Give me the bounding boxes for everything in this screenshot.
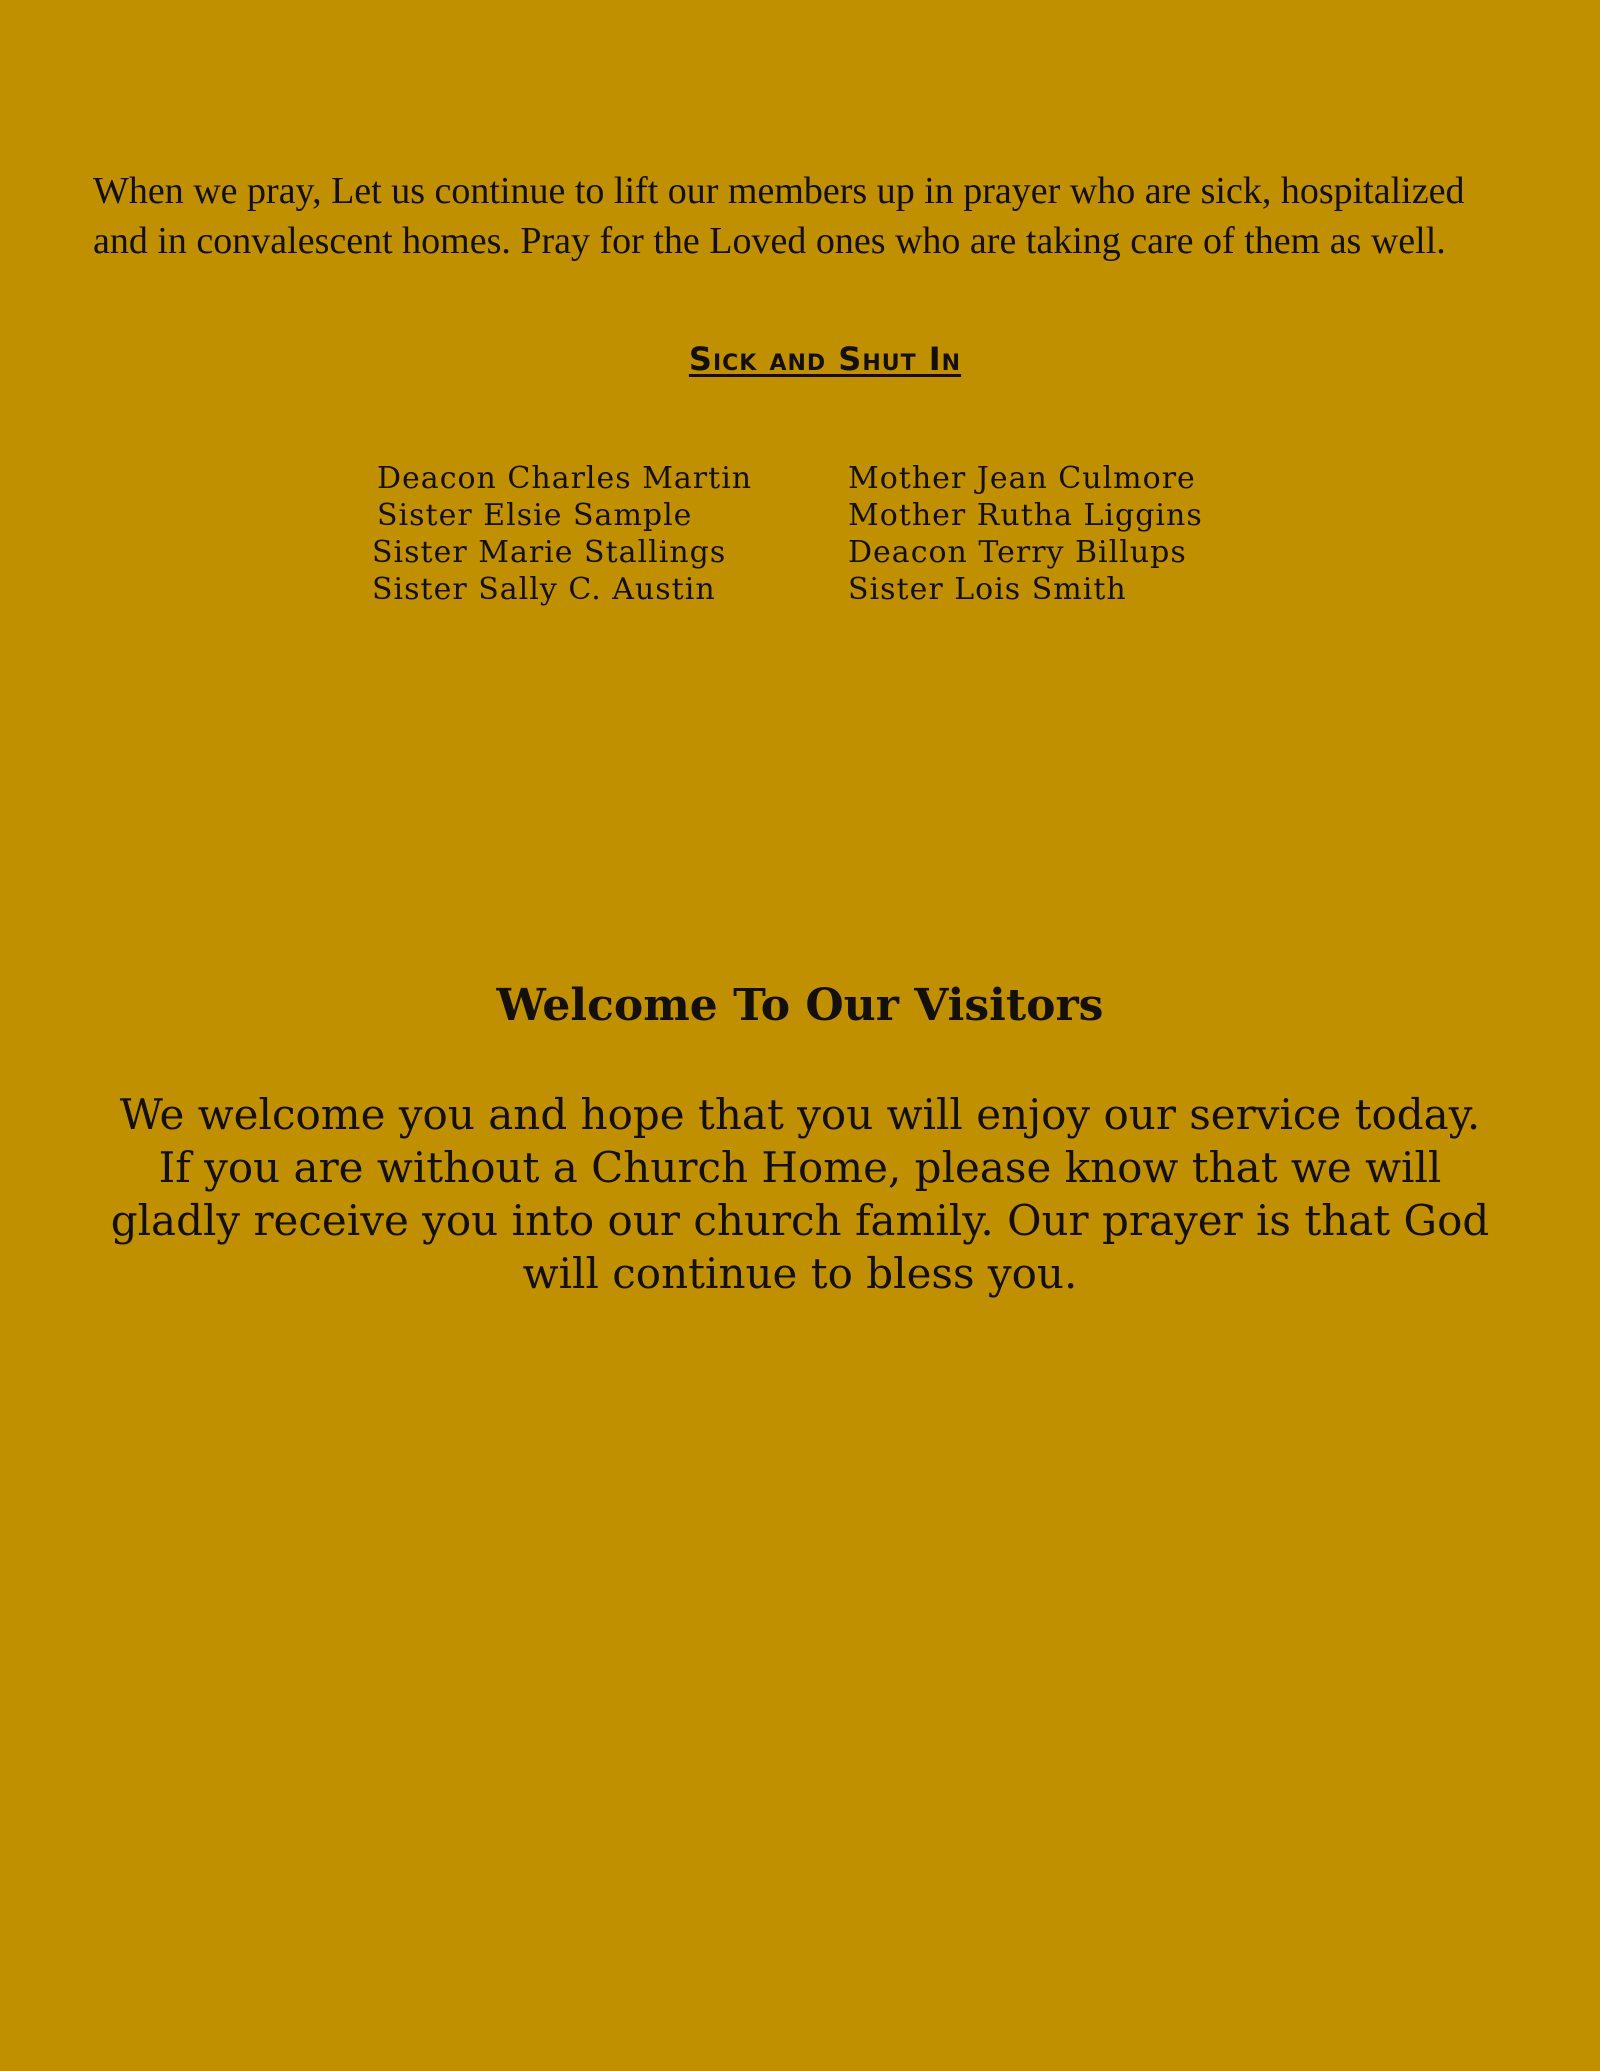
sick-and-shut-in-heading: Sick and Shut In xyxy=(688,340,962,378)
list-item: Deacon Charles Martin xyxy=(377,461,753,496)
welcome-heading: Welcome To Our Visitors xyxy=(496,980,1104,1031)
list-item: Sister Sally C. Austin xyxy=(372,572,716,607)
list-item: Mother Rutha Liggins xyxy=(848,498,1203,533)
welcome-paragraph: We welcome you and hope that you will enjoy our service today. If you are without a Church Home, please know that we will gladly receive you into our church family. Our prayer is that God will continue to bless you. xyxy=(110,1090,1490,1298)
prayer-intro-paragraph: When we pray, Let us continue to lift our members up in prayer who are sick, hospitalized and in convalescent homes. Pray for the Loved ones who are taking care of them as well. xyxy=(93,170,1465,262)
list-item: Sister Elsie Sample xyxy=(377,498,693,533)
list-item: Mother Jean Culmore xyxy=(848,461,1196,496)
sick-list-right-column xyxy=(848,460,1203,608)
list-item: Sister Lois Smith xyxy=(848,572,1127,607)
list-item: Deacon Terry Billups xyxy=(848,535,1187,570)
sick-list-left-column xyxy=(372,460,752,608)
list-item: Sister Marie Stallings xyxy=(372,535,727,570)
